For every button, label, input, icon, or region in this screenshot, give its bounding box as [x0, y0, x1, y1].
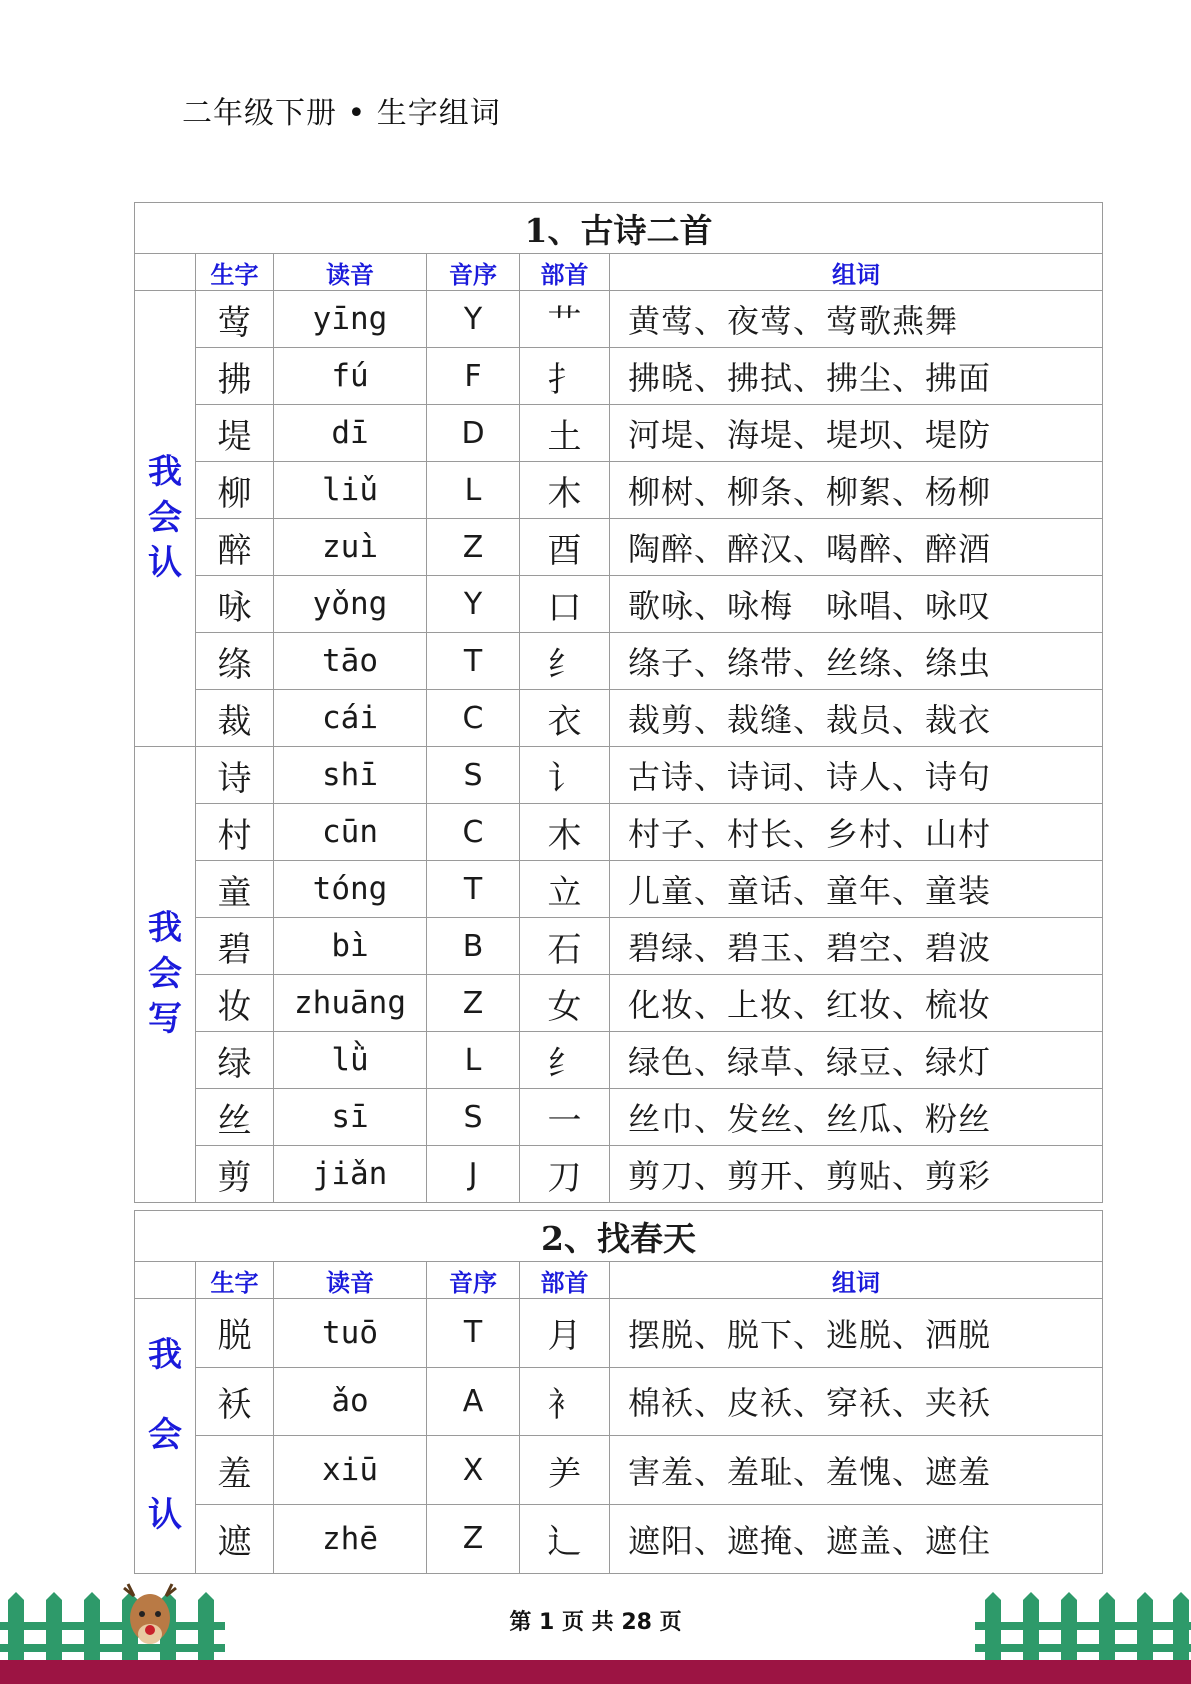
index-cell: S: [427, 1089, 520, 1146]
words-cell: 陶醉、醉汉、喝醉、醉酒: [610, 519, 1103, 576]
page-footer: 第 1 页 共 28 页: [509, 1610, 682, 1635]
words-cell: 丝巾、发丝、丝瓜、粉丝: [610, 1089, 1103, 1146]
words-cell: 儿童、童话、童年、童装: [610, 861, 1103, 918]
pinyin-cell: yīng: [274, 291, 427, 348]
index-cell: T: [427, 633, 520, 690]
char-cell: 绦: [196, 633, 274, 690]
table-row: [135, 576, 1103, 633]
group-label-char: 会: [148, 953, 182, 994]
header-pinyin: 读音: [274, 254, 427, 291]
group-label: [135, 1299, 196, 1574]
table-row: [135, 1436, 1103, 1505]
radical-cell: 艹: [520, 291, 610, 348]
char-cell: 咏: [196, 576, 274, 633]
radical-cell: 一: [520, 1089, 610, 1146]
header-index: 音序: [427, 254, 520, 291]
group-label: [135, 747, 196, 1203]
radical-cell: 木: [520, 462, 610, 519]
radical-cell: 酉: [520, 519, 610, 576]
char-cell: 袄: [196, 1367, 274, 1436]
radical-cell: 月: [520, 1299, 610, 1368]
char-cell: 柳: [196, 462, 274, 519]
table-row: [135, 1032, 1103, 1089]
pinyin-cell: zuì: [274, 519, 427, 576]
char-cell: 堤: [196, 405, 274, 462]
radical-cell: 石: [520, 918, 610, 975]
words-cell: 碧绿、碧玉、碧空、碧波: [610, 918, 1103, 975]
index-cell: F: [427, 348, 520, 405]
header-index: 音序: [427, 1262, 520, 1299]
radical-cell: 土: [520, 405, 610, 462]
words-cell: 绦子、绦带、丝绦、绦虫: [610, 633, 1103, 690]
table-row: [135, 1146, 1103, 1203]
pinyin-cell: cūn: [274, 804, 427, 861]
words-cell: 摆脱、脱下、逃脱、洒脱: [610, 1299, 1103, 1368]
pinyin-cell: sī: [274, 1089, 427, 1146]
index-cell: Y: [427, 291, 520, 348]
radical-cell: 立: [520, 861, 610, 918]
words-cell: 遮阳、遮掩、遮盖、遮住: [610, 1504, 1103, 1573]
pinyin-cell: tóng: [274, 861, 427, 918]
table-row: [135, 690, 1103, 747]
table-row: [135, 747, 1103, 804]
pinyin-cell: tuō: [274, 1299, 427, 1368]
pinyin-cell: jiǎn: [274, 1146, 427, 1203]
char-cell: 羞: [196, 1436, 274, 1505]
index-cell: Z: [427, 975, 520, 1032]
radical-cell: 衣: [520, 690, 610, 747]
char-cell: 妆: [196, 975, 274, 1032]
words-cell: 拂晓、拂拭、拂尘、拂面: [610, 348, 1103, 405]
header-pinyin: 读音: [274, 1262, 427, 1299]
section-title: 2、找春天: [135, 1211, 1103, 1262]
words-cell: 绿色、绿草、绿豆、绿灯: [610, 1032, 1103, 1089]
header-blank: [135, 1262, 196, 1299]
pinyin-cell: liǔ: [274, 462, 427, 519]
index-cell: A: [427, 1367, 520, 1436]
table-row: [135, 1299, 1103, 1368]
radical-cell: 辶: [520, 1504, 610, 1573]
pinyin-cell: tāo: [274, 633, 427, 690]
table-row: [135, 861, 1103, 918]
words-cell: 柳树、柳条、柳絮、杨柳: [610, 462, 1103, 519]
group-label: [135, 291, 196, 747]
radical-cell: 女: [520, 975, 610, 1032]
document-title: 二年级下册 • 生字组词: [182, 96, 501, 131]
char-cell: 剪: [196, 1146, 274, 1203]
radical-cell: 扌: [520, 348, 610, 405]
radical-cell: 纟: [520, 633, 610, 690]
index-cell: L: [427, 462, 520, 519]
words-cell: 古诗、诗词、诗人、诗句: [610, 747, 1103, 804]
char-cell: 绿: [196, 1032, 274, 1089]
char-cell: 村: [196, 804, 274, 861]
radical-cell: 木: [520, 804, 610, 861]
group-label-char: 认: [148, 1494, 182, 1535]
radical-cell: 口: [520, 576, 610, 633]
group-label-char: 认: [148, 543, 182, 584]
char-cell: 拂: [196, 348, 274, 405]
index-cell: B: [427, 918, 520, 975]
index-cell: Z: [427, 519, 520, 576]
pinyin-cell: ǎo: [274, 1367, 427, 1436]
char-cell: 莺: [196, 291, 274, 348]
radical-cell: 讠: [520, 747, 610, 804]
radical-cell: 纟: [520, 1032, 610, 1089]
index-cell: T: [427, 861, 520, 918]
table-row: [135, 1367, 1103, 1436]
header-char: 生字: [196, 1262, 274, 1299]
pinyin-cell: cái: [274, 690, 427, 747]
pinyin-cell: shī: [274, 747, 427, 804]
index-cell: T: [427, 1299, 520, 1368]
section-title: 1、古诗二首: [135, 203, 1103, 254]
bottom-bar: [0, 1660, 1191, 1684]
char-cell: 丝: [196, 1089, 274, 1146]
words-cell: 歌咏、咏梅 咏唱、咏叹: [610, 576, 1103, 633]
group-label-char: 我: [148, 451, 182, 492]
table-row: [135, 804, 1103, 861]
radical-cell: ⺶: [520, 1436, 610, 1505]
header-words: 组词: [610, 254, 1103, 291]
section-1-table: [134, 202, 1103, 1203]
pinyin-cell: fú: [274, 348, 427, 405]
pinyin-cell: zhuāng: [274, 975, 427, 1032]
char-cell: 童: [196, 861, 274, 918]
header-radical: 部首: [520, 254, 610, 291]
header-radical: 部首: [520, 1262, 610, 1299]
words-cell: 河堤、海堤、堤坝、堤防: [610, 405, 1103, 462]
index-cell: C: [427, 690, 520, 747]
header-char: 生字: [196, 254, 274, 291]
char-cell: 碧: [196, 918, 274, 975]
index-cell: Y: [427, 576, 520, 633]
words-cell: 黄莺、夜莺、莺歌燕舞: [610, 291, 1103, 348]
pinyin-cell: lǜ: [274, 1032, 427, 1089]
group-label-char: 写: [148, 999, 182, 1040]
words-cell: 村子、村长、乡村、山村: [610, 804, 1103, 861]
char-cell: 遮: [196, 1504, 274, 1573]
table-row: [135, 348, 1103, 405]
group-label-char: 会: [148, 1414, 182, 1455]
words-cell: 裁剪、裁缝、裁员、裁衣: [610, 690, 1103, 747]
table-row: [135, 975, 1103, 1032]
table-row: [135, 405, 1103, 462]
pinyin-cell: dī: [274, 405, 427, 462]
table-row: [135, 291, 1103, 348]
section-2-table: [134, 1210, 1103, 1574]
header-blank: [135, 254, 196, 291]
index-cell: Z: [427, 1504, 520, 1573]
index-cell: X: [427, 1436, 520, 1505]
index-cell: L: [427, 1032, 520, 1089]
radical-cell: 衤: [520, 1367, 610, 1436]
header-words: 组词: [610, 1262, 1103, 1299]
group-label-char: 我: [148, 1335, 182, 1375]
pinyin-cell: bì: [274, 918, 427, 975]
index-cell: C: [427, 804, 520, 861]
char-cell: 脱: [196, 1299, 274, 1368]
index-cell: S: [427, 747, 520, 804]
group-label-char: 我: [148, 907, 182, 948]
table-row: [135, 918, 1103, 975]
radical-cell: 刀: [520, 1146, 610, 1203]
words-cell: 剪刀、剪开、剪贴、剪彩: [610, 1146, 1103, 1203]
words-cell: 害羞、羞耻、羞愧、遮羞: [610, 1436, 1103, 1505]
pinyin-cell: zhē: [274, 1504, 427, 1573]
group-label-char: 会: [148, 497, 182, 538]
table-row: [135, 633, 1103, 690]
char-cell: 裁: [196, 690, 274, 747]
char-cell: 醉: [196, 519, 274, 576]
table-row: [135, 1089, 1103, 1146]
table-row: [135, 462, 1103, 519]
words-cell: 棉袄、皮袄、穿袄、夹袄: [610, 1367, 1103, 1436]
table-row: [135, 519, 1103, 576]
pinyin-cell: yǒng: [274, 576, 427, 633]
index-cell: D: [427, 405, 520, 462]
char-cell: 诗: [196, 747, 274, 804]
words-cell: 化妆、上妆、红妆、梳妆: [610, 975, 1103, 1032]
pinyin-cell: xiū: [274, 1436, 427, 1505]
index-cell: J: [427, 1146, 520, 1203]
table-row: [135, 1504, 1103, 1573]
